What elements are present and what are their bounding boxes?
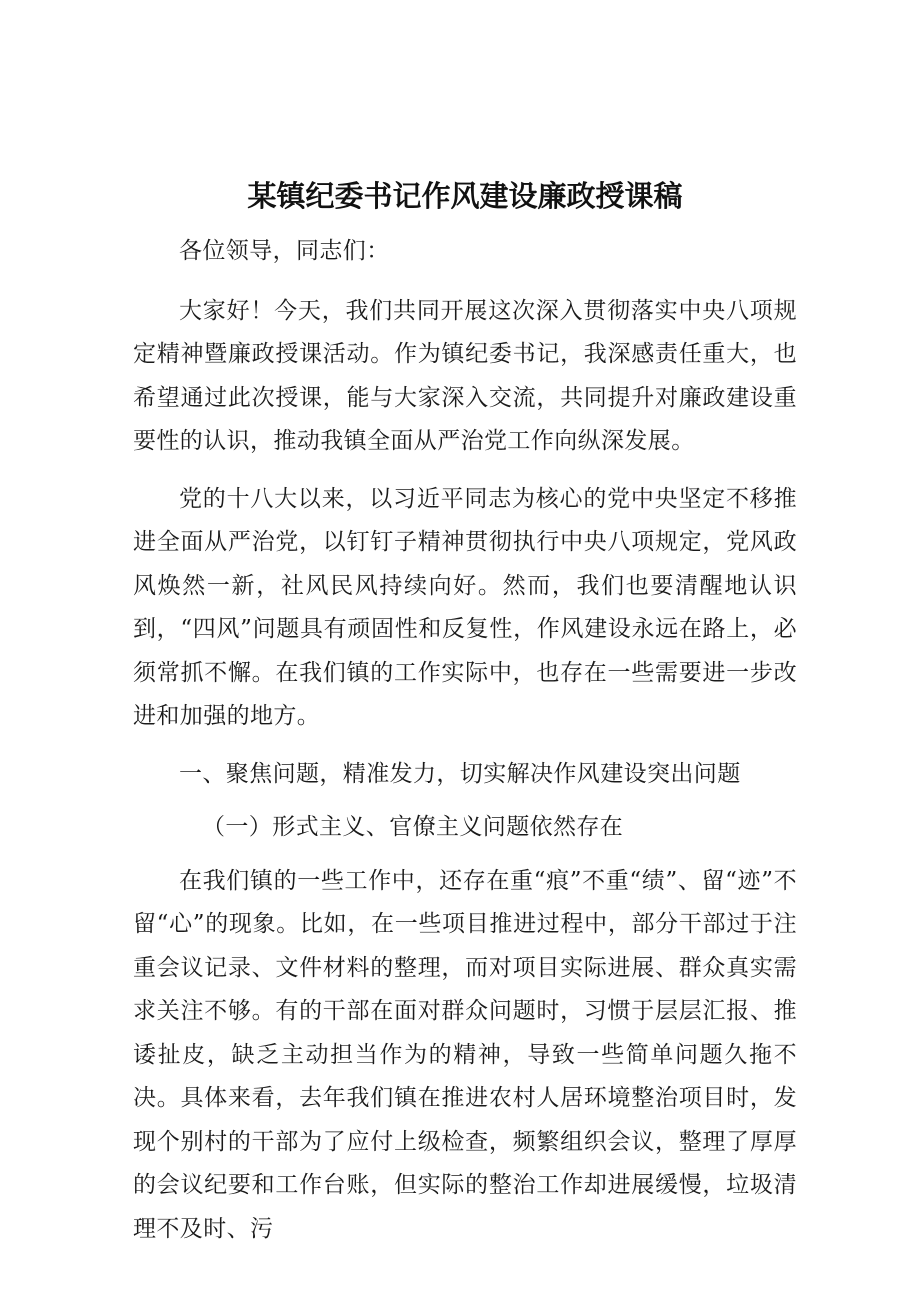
paragraph-background: 党的十八大以来，以习近平同志为核心的党中央坚定不移推进全面从严治党，以钉钉子精神贯彻执行中央八项规定，党风政风焕然一新，社风民风持续向好。然而，我们也要清醒地认识到，“四风”问题具有顽固性和反复性，作风建设永远在路上，必须常抓不懈。在我们镇的工作实际中，也存在一些需要进一步改进和加强的地方。 bbox=[133, 485, 797, 729]
paragraph-body: 在我们镇的一些工作中，还存在重“痕”不重“绩”、留“迹”不留“心”的现象。比如，在一些项目推进过程中，部分干部过于注重会议记录、文件材料的整理，而对项目实际进展、群众真实需求关注不够。有的干部在面对群众问题时，习惯于层层汇报、推诿扯皮，缺乏主动担当作为的精神，导致一些简单问题久拖不决。具体来看，去年我们镇在推进农村人居环境整治项目时，发现个别村的干部为了应付上级检查，频繁组织会议，整理了厚厚的会议纪要和工作台账，但实际的整治工作却进展缓慢，垃圾清理不及时、污 bbox=[133, 867, 797, 1242]
document-page bbox=[133, 160, 797, 1265]
paragraph-intro: 大家好！今天，我们共同开展这次深入贯彻落实中央八项规定精神暨廉政授课活动。作为镇纪委书记，我深感责任重大，也希望通过此次授课，能与大家深入交流，共同提升对廉政建设重要性的认识，推动我镇全面从严治党工作向纵深发展。 bbox=[133, 297, 797, 454]
document-title: 某镇纪委书记作风建设廉政授课稿 bbox=[247, 179, 683, 213]
greeting: 各位领导，同志们： bbox=[179, 238, 390, 264]
section-heading: 一、聚焦问题，精准发力，切实解决作风建设突出问题 bbox=[179, 760, 741, 787]
subsection-heading: （一）形式主义、官僚主义问题依然存在 bbox=[202, 814, 624, 840]
